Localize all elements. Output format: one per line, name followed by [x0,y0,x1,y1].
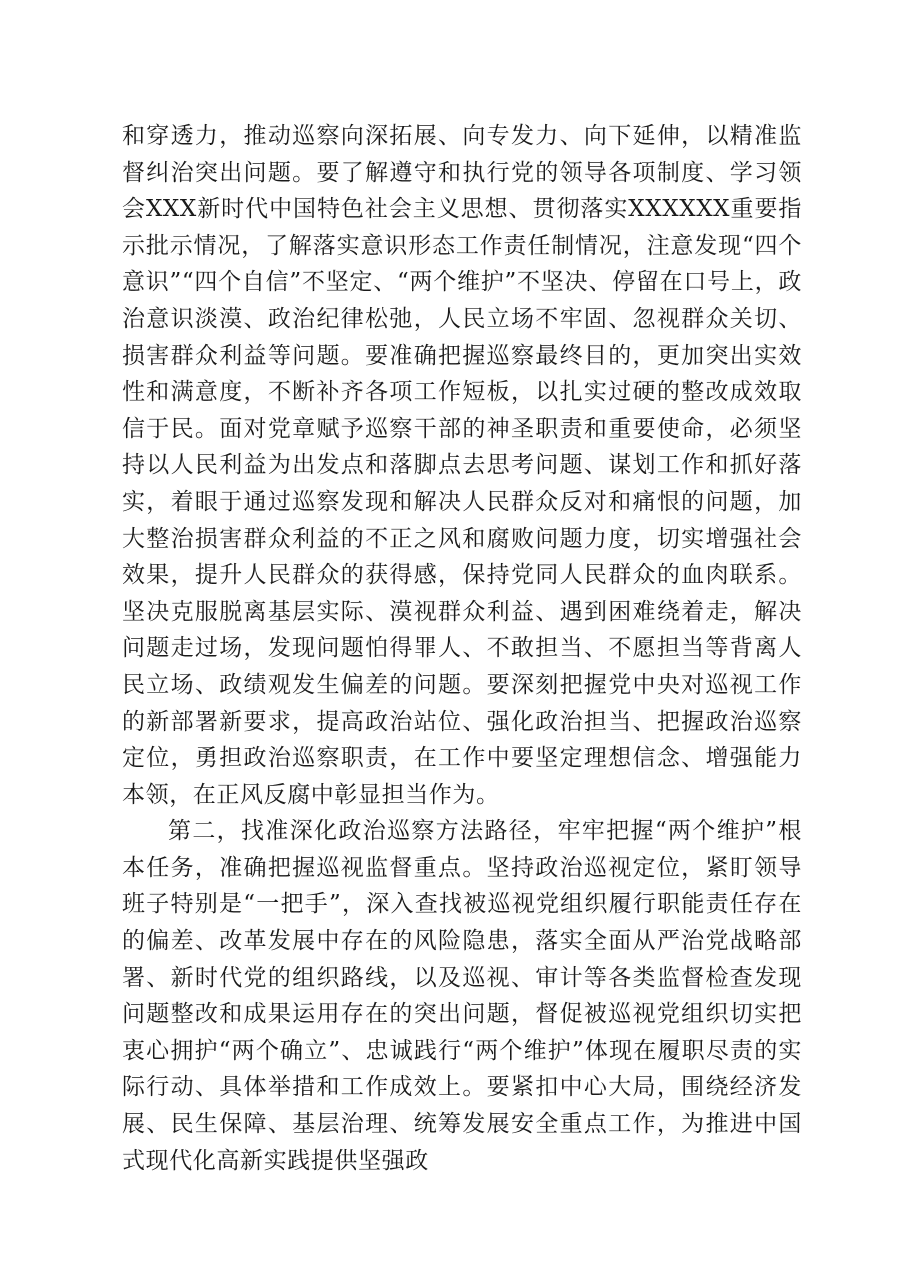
paragraph-continuation: 和穿透力，推动巡察向深拓展、向专发力、向下延伸，以精准监督纠治突出问题。要了解遵守和执行党的领导各项制度、学习领会XXX新时代中国特色社会主义思想、贯彻落实XXXXXX重要指示批示情况，了解落实意识形态工作责任制情况，注意发现“四个意识”“四个自信”不坚定、“两个维护”不坚决、停留在口号上，政治意识淡漠、政治纪律松弛，人民立场不牢固、忽视群众关切、损害群众利益等问题。要准确把握巡察最终目的，更加突出实效性和满意度，不断补齐各项工作短板，以扎实过硬的整改成效取信于民。面对党章赋予巡察干部的神圣职责和重要使命，必须坚持以人民利益为出发点和落脚点去思考问题、谋划工作和抓好落实，着眼于通过巡察发现和解决人民群众反对和痛恨的问题，加大整治损害群众利益的不正之风和腐败问题力度，切实增强社会效果，提升人民群众的获得感，保持党同人民群众的血肉联系。坚决克服脱离基层实际、漠视群众利益、遇到困难绕着走，解决问题走过场，发现问题怕得罪人、不敢担当、不愿担当等背离人民立场、政绩观发生偏差的问题。要深刻把握党中央对巡视工作的新部署新要求，提高政治站位、强化政治担当、把握政治巡察定位，勇担政治巡察职责，在工作中要坚定理想信念、增强能力本领，在正风反腐中彰显担当作为。 [122,123,802,808]
paragraph-second-point: 第二，找准深化政治巡察方法路径，牢牢把握“两个维护”根本任务，准确把握巡视监督重点。坚持政治巡视定位，紧盯领导班子特别是“一把手”，深入查找被巡视党组织履行职能责任存在的偏差、改革发展中存在的风险隐患，落实全面从严治党战略部署、新时代党的组织路线，以及巡视、审计等各类监督检查发现问题整改和成果运用存在的突出问题，督促被巡视党组织切实把衷心拥护“两个确立”、忠诚践行“两个维护”体现在履职尽责的实际行动、具体举措和工作成效上。要紧扣中心大局，围绕经济发展、民生保障、基层治理、统筹发展安全重点工作，为推进中国式现代化高新实践提供坚强政 [122,818,802,1174]
body-text [122,118,802,1179]
